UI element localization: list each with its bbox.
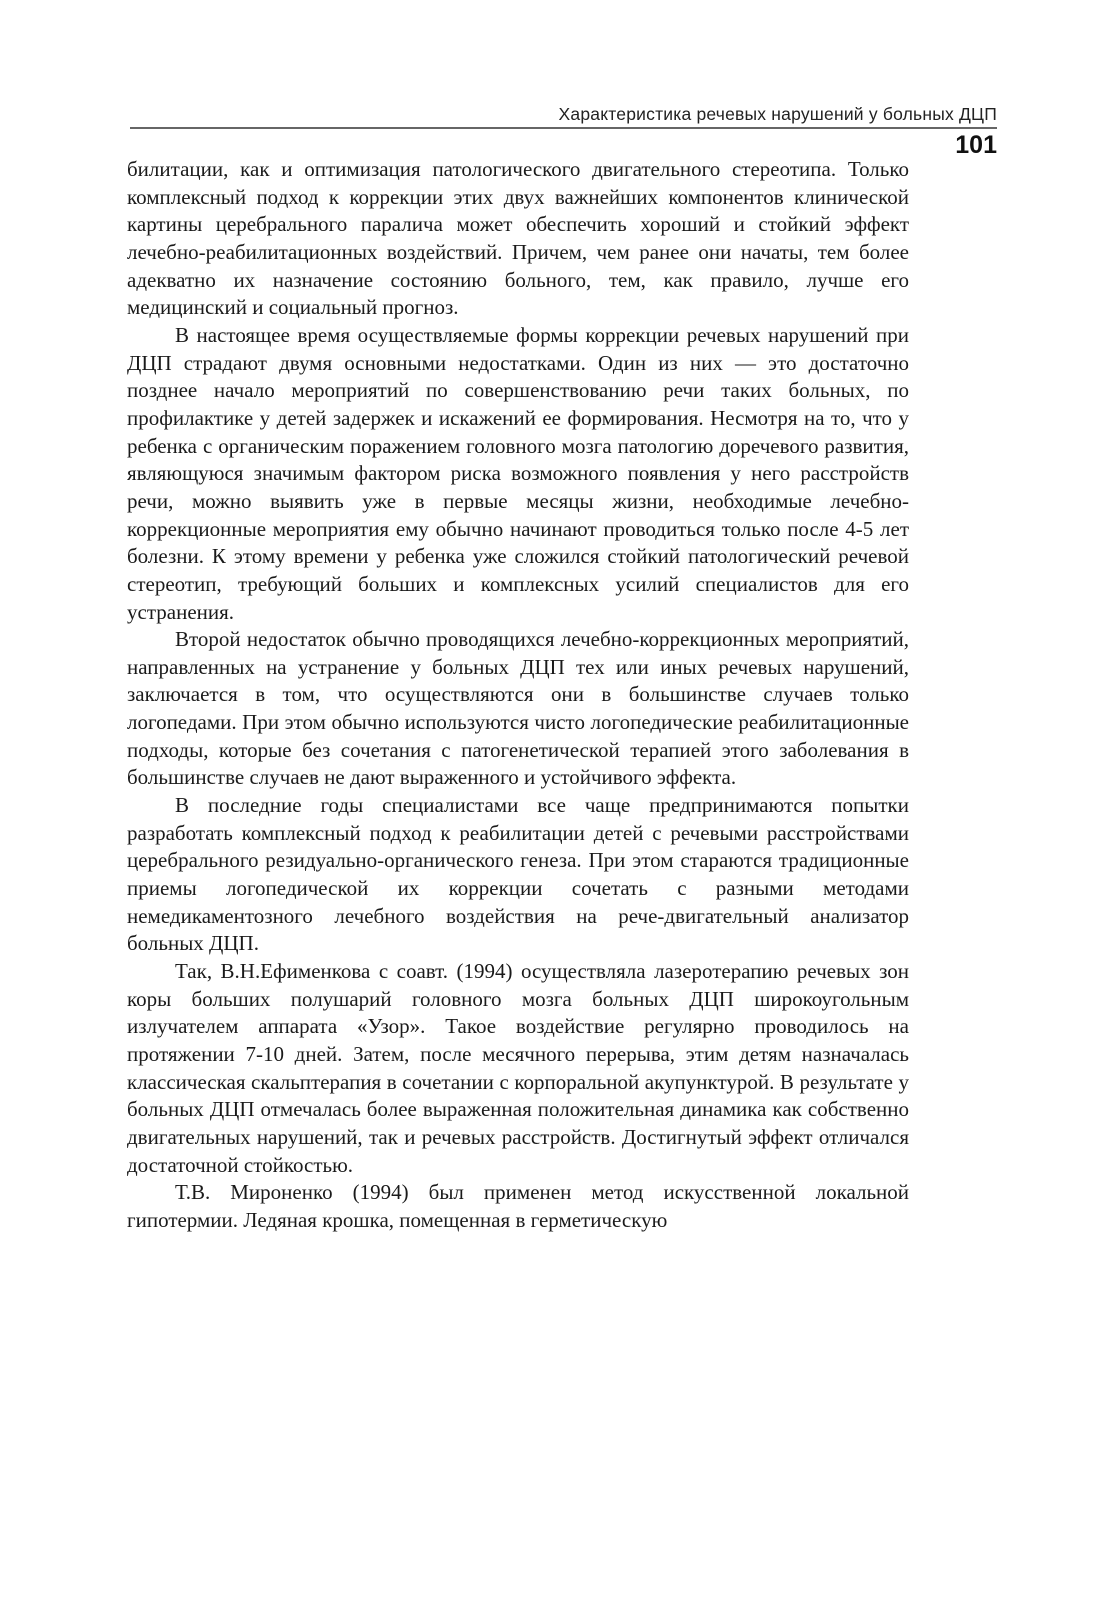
paragraph: В последние годы специалистами все чаще предпринимаются попытки разработать комплексный подход к реабилитации детей с речевыми расстройствами церебрального резидуально-органического генеза. При этом стараются традиционные приемы логопедической их коррекции сочетать с разными методами немедикаментозного лечебного воздействия на рече-двигательный анализатор больных ДЦП. bbox=[127, 793, 909, 956]
body-text bbox=[127, 156, 909, 1235]
paragraph: В настоящее время осуществляемые формы коррекции речевых нарушений при ДЦП страдают двумя основными недостатками. Один из них — это достаточно позднее начало мероприятий по совершенствованию речи таких больных, по профилактике у детей задержек и искажений ее формирования. Несмотря на то, что у ребенка с органическим поражением головного мозга патологию доречевого развития, являющуюся значимым фактором риска возможного появления у него расстройств речи, можно выявить уже в первые месяцы жизни, необходимые лечебно-коррекционные мероприятия ему обычно начинают проводиться только после 4-5 лет болезни. К этому времени у ребенка уже сложился стойкий патологический речевой стереотип, требующий больших и комплексных усилий специалистов для его устранения. bbox=[127, 322, 909, 624]
running-header: Характеристика речевых нарушений у больных ДЦП bbox=[558, 104, 997, 124]
header-rule bbox=[130, 127, 997, 129]
paragraph: Т.В. Мироненко (1994) был применен метод искусственной локальной гипотермии. Ледяная крошка, помещенная в герметическую bbox=[127, 1180, 909, 1232]
paragraph-continuation: билитации, как и оптимизация патологического двигательного стереотипа. Только комплексный подход к коррекции этих двух важнейших компонентов клинической картины церебрального паралича может обеспечить хороший и стойкий эффект лечебно-реабилитационных воздействий. Причем, чем ранее они начаты, тем более адекватно их назначение состоянию больного, тем, как правило, лучше его медицинский и социальный прогноз. bbox=[127, 157, 909, 320]
paragraph: Второй недостаток обычно проводящихся лечебно-коррекционных мероприятий, направленных на устранение у больных ДЦП тех или иных речевых нарушений, заключается в том, что осуществляются они в большинстве случаев только логопедами. При этом обычно используются чисто логопедические реабилитационные подходы, которые без сочетания с патогенетической терапией этого заболевания в большинстве случаев не дают выраженного и устойчивого эффекта. bbox=[127, 627, 909, 790]
paragraph: Так, В.Н.Ефименкова с соавт. (1994) осуществляла лазеротерапию речевых зон коры больших полушарий головного мозга больных ДЦП широкоугольным излучателем аппарата «Узор». Такое воздействие регулярно проводилось на протяжении 7-10 дней. Затем, после месячного перерыва, этим детям назначалась классическая скальптерапия в сочетании с корпоральной акупунктурой. В результате у больных ДЦП отмечалась более выраженная положительная динамика как собственно двигательных нарушений, так и речевых расстройств. Достигнутый эффект отличался достаточной стойкостью. bbox=[127, 959, 909, 1177]
page-number: 101 bbox=[955, 131, 997, 159]
